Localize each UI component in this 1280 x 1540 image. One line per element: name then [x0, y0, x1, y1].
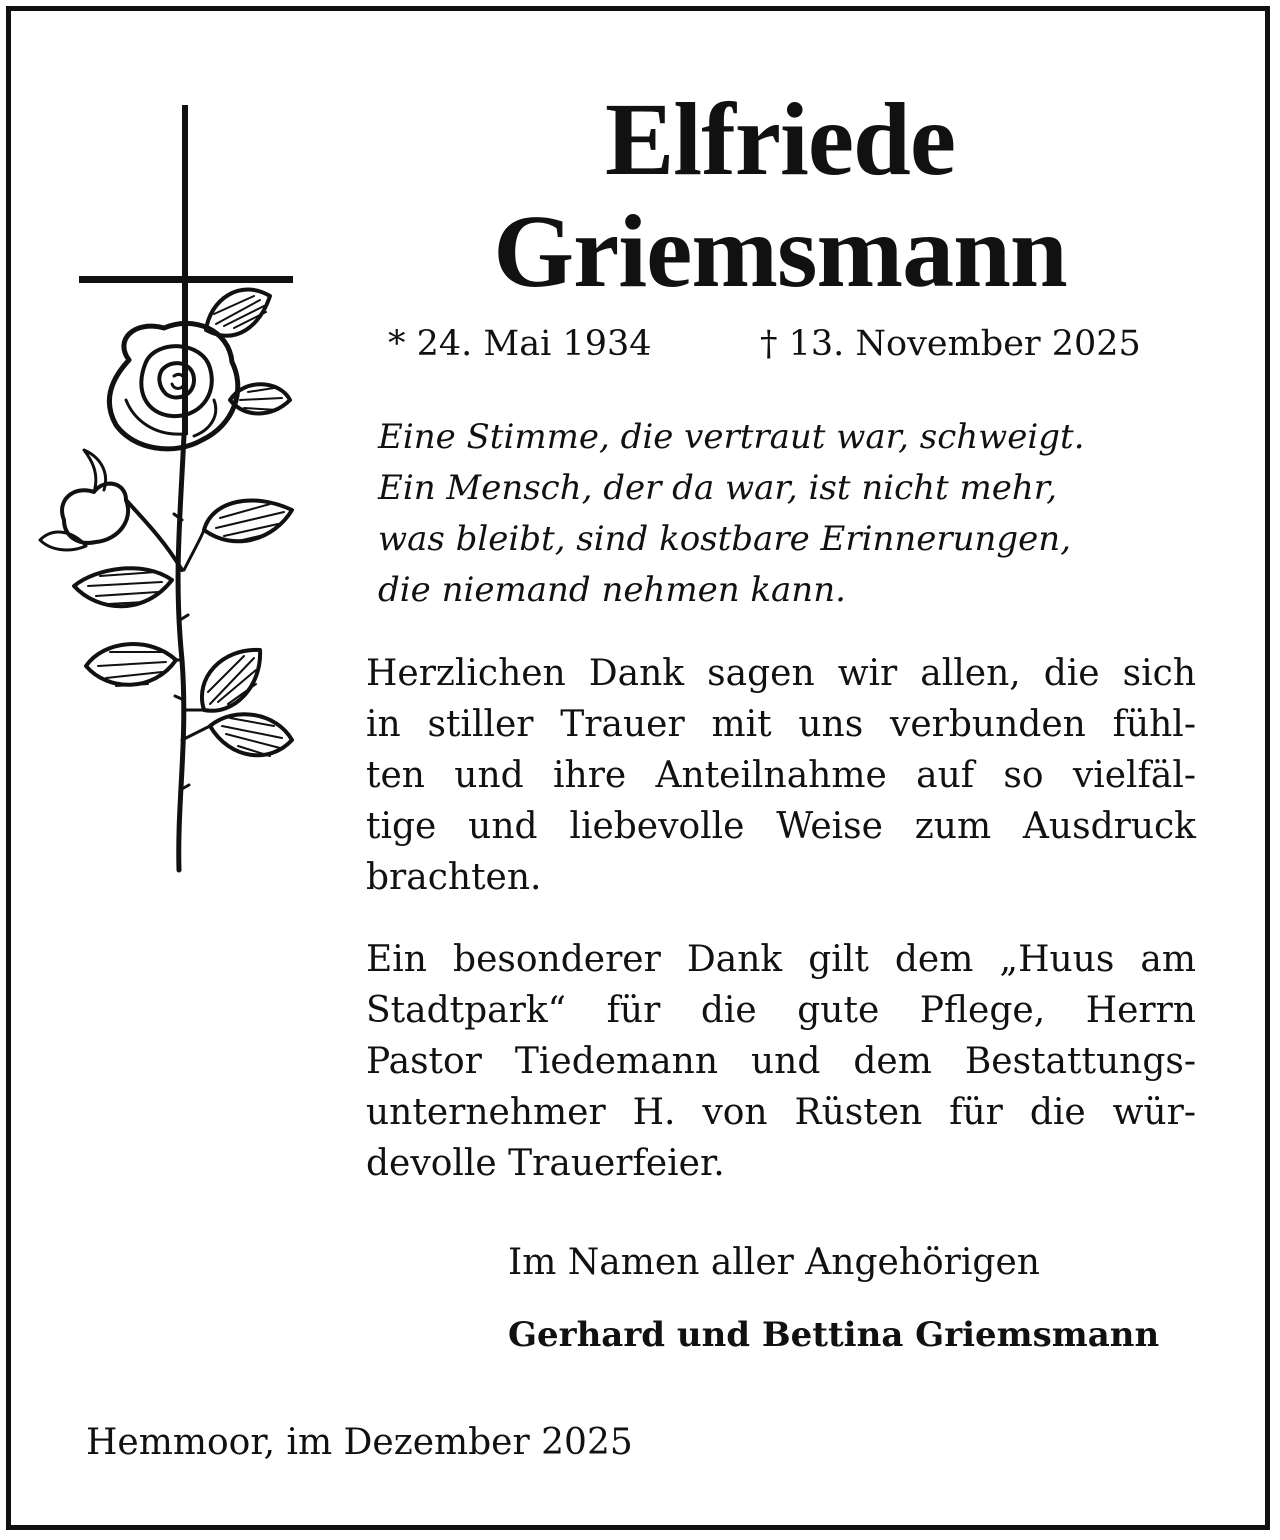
- text-line: Pastor Tiedemann und dem Bestattungs-: [366, 1041, 1196, 1082]
- cross-with-rose-icon: [34, 100, 304, 880]
- poem-line: die niemand nehmen kann.: [378, 570, 846, 610]
- poem-line: Eine Stimme, die vertraut war, schweigt.: [378, 417, 1085, 457]
- text-line: devolle Trauerfeier.: [366, 1143, 725, 1184]
- text-line: brachten.: [366, 857, 542, 898]
- signers: Gerhard und Bettina Griemsmann: [508, 1315, 1160, 1355]
- general-thanks-paragraph: [366, 648, 1196, 903]
- closing-phrase: Im Namen aller Angehörigen: [508, 1242, 1040, 1283]
- poem-line: was bleibt, sind kostbare Erinnerungen,: [378, 519, 1071, 559]
- text-line: Herzlichen Dank sagen wir allen, die sich: [366, 653, 1196, 694]
- poem: [378, 412, 1208, 616]
- text-line: Ein besonderer Dank gilt dem „Huus am: [366, 939, 1196, 980]
- poem-line: Ein Mensch, der da war, ist nicht mehr,: [378, 468, 1058, 508]
- special-thanks-paragraph: [366, 934, 1196, 1189]
- text-line: ten und ihre Anteilnahme auf so vielfäl-: [366, 755, 1196, 796]
- death-date: † 13. November 2025: [760, 324, 1141, 364]
- birth-date: * 24. Mai 1934: [388, 324, 652, 364]
- text-line: in stiller Trauer mit uns verbunden fühl-: [366, 704, 1196, 745]
- text-line: Stadtpark“ für die gute Pflege, Herrn: [366, 990, 1196, 1031]
- text-line: tige und liebevolle Weise zum Ausdruck: [366, 806, 1196, 847]
- deceased-first-name: Elfriede: [604, 82, 956, 197]
- text-line: unternehmer H. von Rüsten für die wür-: [366, 1092, 1196, 1133]
- place-and-date: Hemmoor, im Dezember 2025: [86, 1422, 633, 1463]
- deceased-last-name: Griemsmann: [493, 194, 1067, 309]
